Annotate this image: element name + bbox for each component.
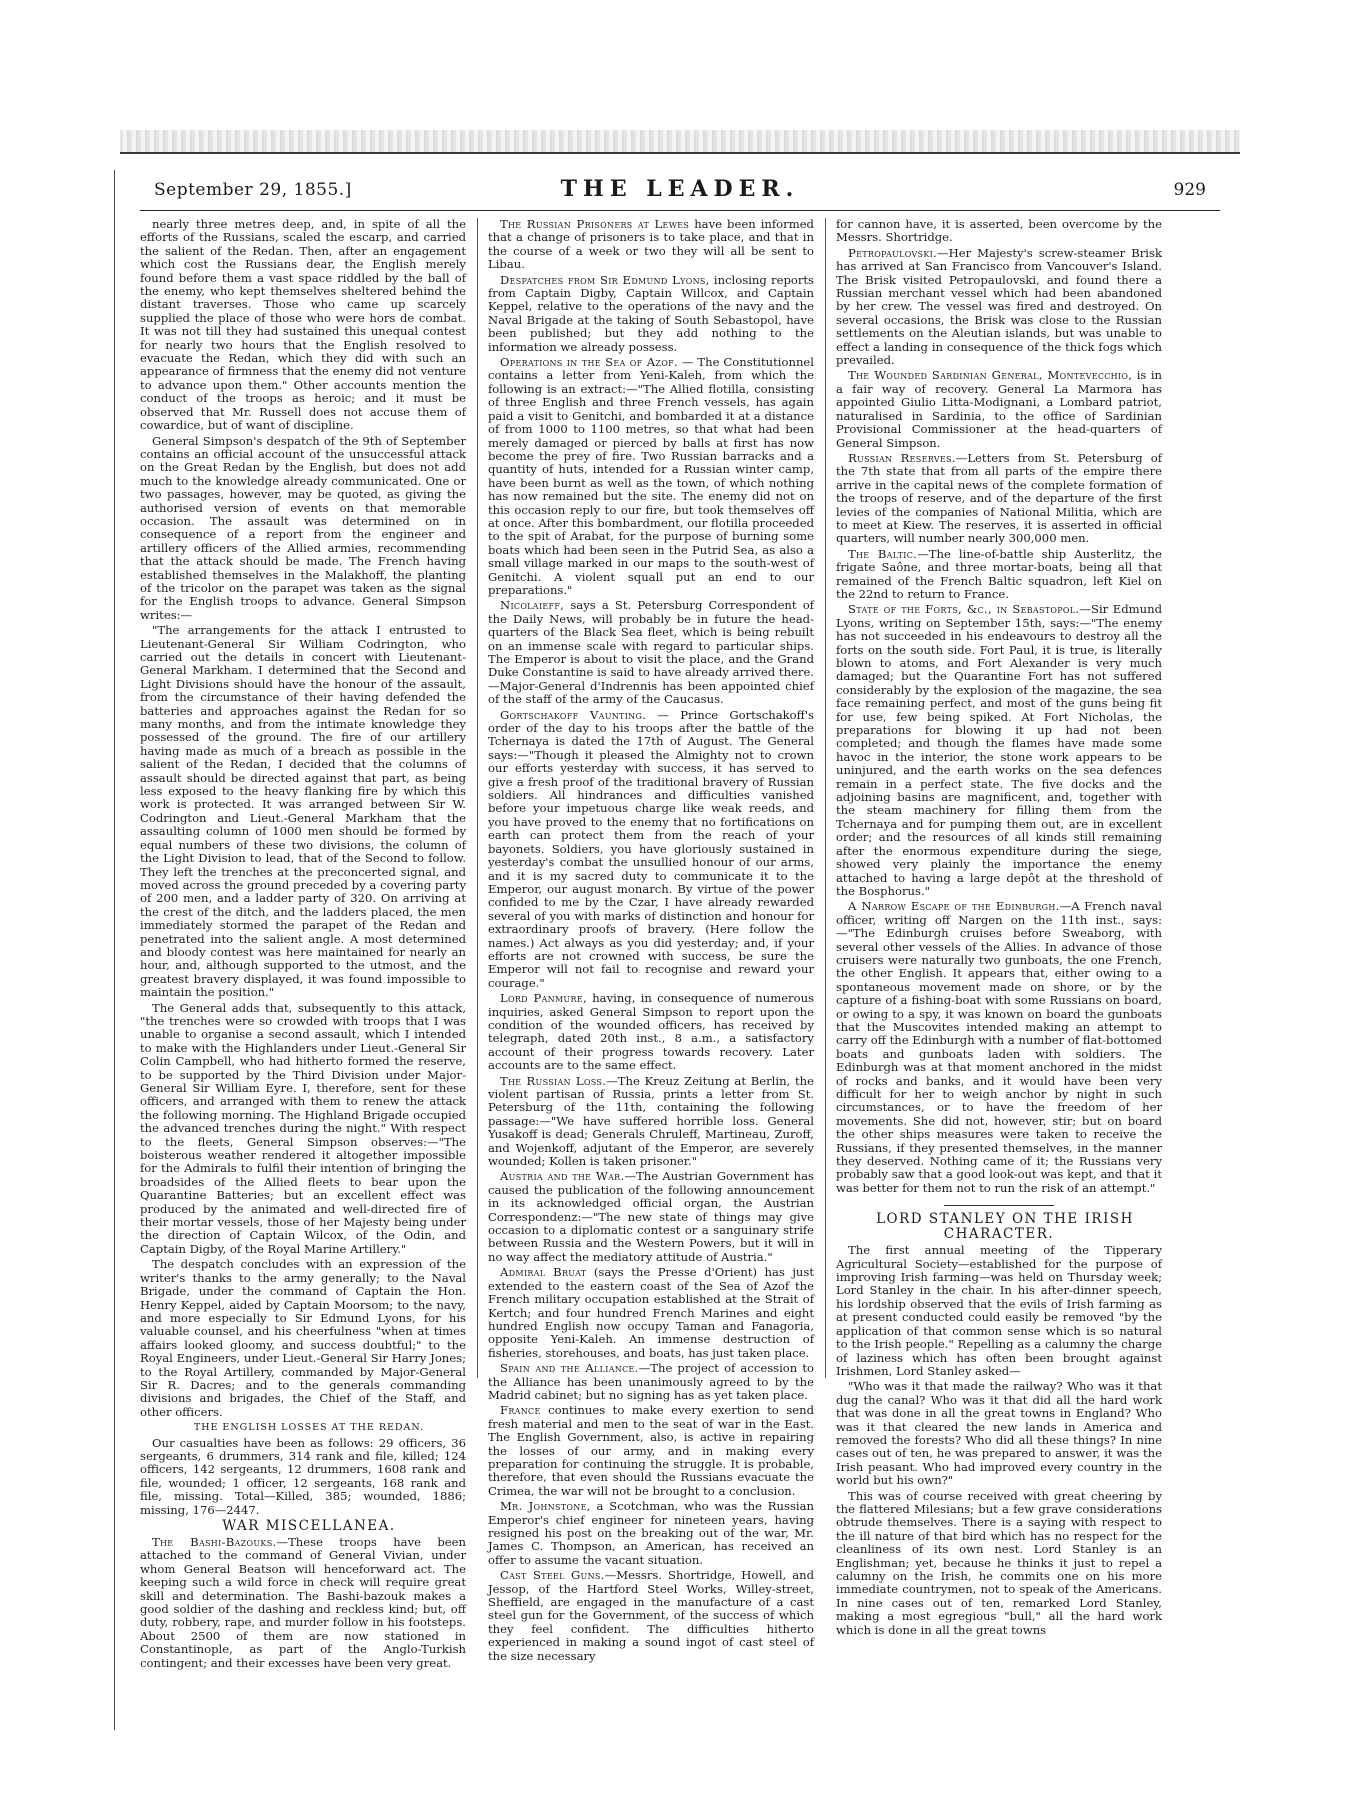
section-title: LORD STANLEY ON THE IRISH CHARACTER. (876, 1211, 1134, 1243)
paragraph (836, 247, 1162, 368)
paragraph-text: — Prince Gortschakoff's order of the day to his troops after the battle of the Tchernaya is dated the 17th of August. The General says:—"Though it pleased the Almighty not to crown our efforts yesterday with success, it has served to give a fresh proof of the traditional bravery of Russian soldiers. All hindrances and difficulties vanished before your impetuous charge like weak reeds, and you have proved to the enemy that no fortifications on earth can protect them from the reach of your bayonets. Soldiers, you have gloriously sustained in yesterday's combat the unsullied honour of our arms, and it is my sacred duty to communicate it to the Emperor, our august monarch. By virtue of the power confided to me by the Czar, I have already rewarded several of you with marks of distinction and honour for extraordinary proofs of bravery. (Here follow the names.) Act always as you did yesterday; and, if your efforts are not crowned with success, be sure the Emperor will not fail to recognise and reward your courage." (488, 707, 814, 990)
paragraph-lead: Austria and the War. (500, 1169, 625, 1184)
paragraph-lead: Gortschakoff Vaunting. (500, 707, 647, 722)
page-left-edge (114, 170, 115, 1730)
quoted-despatch: "The arrangements for the attack I entrusted to Lieutenant-General Sir William Codrington, who carried out the details in concert with Lieutenant-General Markham. I determined that the Second and Light Divisions should have the honour of the assault, from the circumstance of their having defended the batteries and approaches against the Redan for so many months, and from the intimate knowledge they possessed of the ground. The fire of our artillery having made as much of a breach as possible in the salient of the Redan, I decided that the columns of assault should be directed against that part, as being less exposed to the heavy flanking fire by which this work is protected. It was arranged between Sir W. Codrington and Lieut.-General Markham that the assaulting column of 1000 men should be formed by equal numbers of these two divisions, the column of the Light Division to lead, that of the Second to follow. They left the trenches at the preconcerted signal, and moved across the ground preceded by a covering party of 200 men, and a ladder party of 320. On arriving at the crest of the ditch, and the ladders placed, the men immediately stormed the parapet of the Redan and penetrated into the salient angle. A most determined and bloody contest was here maintained for nearly an hour, and, although supported to the utmost, and the greatest bravery displayed, it was found impossible to maintain the position." (140, 623, 466, 1000)
paragraph-lead: Operations in the Sea of Azof. (500, 355, 678, 370)
paragraph (488, 218, 814, 272)
paragraph (488, 274, 814, 354)
header-date: September 29, 1855.] (154, 180, 352, 200)
paragraph-text: —The project of accession to the Alliance has been unanimously agreed to by the Madrid cabinet; but no signing has as yet taken place. (488, 1361, 814, 1402)
paragraph-text: —These troops have been attached to the command of General Vivian, under whom General Beatson will henceforward act. The keeping such a wild force in check will require great skill and determination. The Bashi-bazouk makes a good soldier of the dashing and reckless kind; but, off duty, robbery, rape, and murder follow in his footsteps. About 2500 of them are now stationed in Constantinople, as part of the Anglo-Turkish contingent; and their excesses have been very great. (140, 1535, 466, 1670)
paragraph (836, 369, 1162, 449)
paragraph (836, 452, 1162, 546)
paragraph-lead: Petropaulovski. (848, 245, 938, 260)
section-title: WAR MISCELLANEA. (222, 1518, 396, 1534)
section-divider (944, 1205, 1054, 1206)
paragraph-lead: The Bashi-Bazouks. (152, 1535, 277, 1549)
column-2 (488, 217, 814, 1663)
paragraph (488, 1569, 814, 1663)
paragraph-lead: The Russian Loss. (500, 1073, 607, 1088)
paragraph-text: a Scotchman, who was the Russian Emperor's chief engineer for nineteen years, having resigned his post on the breaking out of the war, Mr. James C. Thompson, an American, has received an offer to assume the vacant situation. (488, 1499, 814, 1567)
paragraph (836, 548, 1162, 602)
paragraph-text: continues to make every exertion to send fresh material and men to the seat of war in the East. The English Government, also, is active in repairing the losses of our army, and in making every preparation for continuing the struggle. It is probable, therefore, that even should the Russians evacuate the Crimea, the war will not be brought to a conclusion. (488, 1403, 814, 1498)
paragraph: This was of course received with great cheering by the flattered Milesians; but a few grave considerations obtrude themselves. There is a saying with respect to the ill nature of that bird which has no respect for the cleanliness of its own nest. Lord Stanley is an Englishman; yet, because he thinks it just to repel a calumny on the Irish, he commits one on his more immediate countrymen, not to speak of the Americans. In nine cases out of ten, remarked Lord Stanley, making a most egregious "bull," all the hard work which is done in all the great towns (836, 1488, 1162, 1637)
paragraph (140, 1536, 466, 1670)
paragraph-lead: France (500, 1403, 541, 1418)
paragraph (488, 1266, 814, 1360)
paragraph: for cannon have, it is asserted, been overcome by the Messrs. Shortridge. (836, 217, 1162, 245)
paragraph-lead: Spain and the Alliance. (500, 1361, 639, 1376)
column-divider-1 (477, 218, 478, 1378)
paragraph-text: inclosing reports from Captain Digby, Captain Willcox, and Captain Keppel, relative to the operations of the navy and the Naval Brigade at the taking of South Sebastopol, have been published; but they add nothing to the information we already possess. (488, 272, 814, 354)
paragraph-lead: State of the Forts, &c., in Sebastopol. (848, 602, 1080, 617)
paragraph: General Simpson's despatch of the 9th of September contains an official account of the unsuccessful attack on the Great Redan by the English, but does not add much to the knowledge already communicated. One or two passages, however, may be quoted, as giving the authorised version of events on that memorable occasion. The assault was determined on in consequence of a report from the engineer and artillery officers of the Allied armies, recommending that the attack should be made. The French having established themselves in the Malakhoff, the planting of the tricolor on the parapet was taken as the signal for the English troops to advance. General Simpson writes:— (140, 433, 466, 622)
column-1 (140, 217, 466, 1670)
paragraph-lead: Russian Reserves. (848, 450, 956, 465)
paragraph (836, 900, 1162, 1195)
paragraph-text: (says the Presse d'Orient) has just extended to the eastern coast of the Sea of Azof the French military occupation established at the Strait of Kertch; and four hundred French Marines and eight hundred English now occupy Taman and Fanagoria, opposite Yeni-Kaleh. An immense destruction of fisheries, storehouses, and boats, has just taken place. (488, 1265, 814, 1360)
paragraph (488, 1362, 814, 1402)
page-header (140, 170, 1220, 211)
column-divider-2 (825, 218, 826, 1378)
page-number: 929 (1173, 180, 1206, 200)
paragraph-lead: Cast Steel Guns. (500, 1568, 605, 1583)
paragraph-text: —Letters from St. Petersburg of the 7th state that from all parts of the empire there arrive in the capital news of the complete formation of the troops of reserve, and of the departure of the first levies of the companies of National Militia, which are to meet at Kiew. The reserves, it is asserted in official quarters, will number nearly 300,000 men. (836, 450, 1163, 546)
paragraph-lead: The Baltic. (848, 546, 918, 561)
scan-top-band (120, 130, 1240, 154)
paragraph (488, 1170, 814, 1264)
paragraph-text: —The Austrian Government has caused the publication of the following announcement in its acknowledged official organ, the Austrian Correspondenz:—"The new state of things may give occasion to a diplomatic contest or a sanguinary strife between Russia and the Western Powers, but it will in no way affect the mediatory attitude of Austria." (488, 1169, 814, 1264)
paragraph-lead: Lord Panmure, (500, 991, 587, 1006)
paragraph: The General adds that, subsequently to this attack, "the trenches were so crowded with troops that I was unable to organise a second assault, which I intended to make with the Highlanders under Lieut.-General Sir Colin Campbell, who had hitherto formed the reserve, to be supported by the Third Division under Major-General Sir William Eyre. I, therefore, sent for these officers, and arranged with them to renew the attack the following morning. The Highland Brigade occupied the advanced trenches during the night." With respect to the fleets, General Simpson observes:—"The boisterous weather rendered it altogether impossible for the Admirals to fulfil their intention of bringing the broadsides of the Allied fleets to bear upon the Quarantine Batteries; but an excellent effect was produced by the animated and well-directed fire of their mortar vessels, those of her Majesty being under the direction of Captain Wilcox, of the Odin, and Captain Digby, of the Royal Marine Artillery." (140, 1000, 466, 1256)
paragraph-text: —Her Majesty's screw-steamer Brisk has arrived at San Francisco from Vancouver's Island. The Brisk visited Petropaulovski, and found there a Russian merchant vessel which had been abandoned by her crew. The vessel was fired and destroyed. On several occasions, the Brisk was close to the Russian settlements on the Aleutian islands, but was unable to effect a landing in consequence of the thick fogs which prevailed. (836, 245, 1162, 368)
paragraph (488, 1404, 814, 1498)
paragraph-text: having, in consequence of numerous inquiries, asked General Simpson to report upon the condition of the wounded officers, has received by telegraph, dated 20th inst., 8 a.m., a satisfactory account of their progress towards recovery. Later accounts are to the same effect. (488, 991, 814, 1073)
paragraph-text: says a St. Petersburg Correspondent of the Daily News, will probably be in future the head-quarters of the Black Sea fleet, which is being rebuilt on an immense scale with regard to particular ships. The Emperor is about to visit the place, and the Grand Duke Constantine is said to have already arrived there. —Major-General d'Indrennis has been appointed chief of the staff of the army of the Caucasus. (488, 598, 814, 707)
paragraph-lead: Admiral Bruat (500, 1265, 587, 1280)
paragraph-lead: Nicolaieff, (500, 598, 565, 613)
paragraph-text: —Sir Edmund Lyons, writing on September 15th, says:—"The enemy has not succeeded in his endeavours to destroy all the forts on the south side. Fort Paul, it is true, is literally blown to atoms, and Fort Alexander is very much damaged; but the Quarantine Fort has not suffered considerably by the explosion of the magazine, the sea face remaining perfect, and most of the guns being fit for use, few being spiked. At Fort Nicholas, the preparations for blowing it up had not been completed; and though the flames have made some havoc in the interior, the stone work appears to be uninjured, and the earth works on the sea defences remain in a perfect state. The five docks and the adjoining basins are magnificent, and, together with the steam machinery for filling them from the Tchernaya and for pumping them out, are in excellent order; and the resources of all kinds still remaining after the enormous expenditure during the siege, showed very plainly the importance the enemy attached to having a large depôt at the threshold of the Bosphorus." (836, 602, 1162, 898)
paragraph (488, 1500, 814, 1567)
paragraph (488, 1075, 814, 1169)
paragraph-text: is in a fair way of recovery. General La Marmora has appointed Giulio Litta-Modignani, a Lombard patriot, naturalised in Sardinia, to the office of Sardinian Provisional Commissioner at the head-quarters of General Simpson. (836, 368, 1162, 450)
paragraph (488, 599, 814, 706)
newspaper-page (120, 170, 1240, 1770)
paragraph-lead: The Russian Prisoners at Lewes (500, 217, 690, 231)
paragraph: Our casualties have been as follows: 29 officers, 36 sergeants, 6 drummers, 314 rank and file, killed; 124 officers, 142 sergeants, 12 drummers, 1608 rank and file, wounded; 1 officer, 12 sergeants, 168 rank and file, missing. Total—Killed, 385; wounded, 1886; missing, 176—2447. (140, 1435, 466, 1517)
paragraph (488, 709, 814, 991)
paragraph-text: —The Kreuz Zeitung at Berlin, the violent partisan of Russia, prints a letter from St. Petersburg of the 11th, containing the following passage:—"We have suffered horrible loss. General Yusakoff is dead; Generals Chruleff, Martineau, Zuroff, and Wojenkoff, adjutant of the Emperor, are severely wounded; Kollen is taken prisoner." (488, 1073, 814, 1169)
paragraph (488, 992, 814, 1072)
paragraph-text: —A French naval officer, writing off Nargen on the 11th inst., says: —"The Edinburgh cruises before Sweaborg, with several other vessels of the Allies. In advance of those cruisers were naturally two gunboats, the one French, the other English. It appears that, either owing to a spontaneous movement made on shore, or by the capture of a fishing-boat with some Russians on board, or owing to a spy, it was known on board the gunboats that the Muscovites intended making an attempt to carry off the Edinburgh with a number of flat-bottomed boats and gunboats laden with soldiers. The Edinburgh was at that moment anchored in the midst of rocks and banks, and it would have been very difficult for her to weigh anchor by night in such circumstances, or to have the freedom of her movements. She did not, however, stir; but on board the other ships measures were taken to receive the Russians, if they presented themselves, in the manner they deserved. Nothing came of it; the Russians very probably saw that a good look-out was kept, and that it was better for them not to run the risk of an attempt." (836, 899, 1163, 1195)
paragraph (488, 356, 814, 597)
column-3 (836, 217, 1163, 1637)
paragraph: The first annual meeting of the Tipperary Agricultural Society—established for the purpose of improving Irish farming—was held on Thursday week; Lord Stanley in the chair. In his after-dinner speech, his lordship observed that the evils of Irish farming as at present conducted could easily be removed "by the application of that common sense which is so natural to the Irish people." Repelling as a calumny the charge of laziness which has often been brought against Irishmen, Lord Stanley asked— (836, 1243, 1162, 1378)
paragraph-text: —Messrs. Shortridge, Howell, and Jessop, of the Hartford Steel Works, Willey-street, Sheffield, are engaged in the manufacture of a cast steel gun for the Government, of the success of which they feel confident. The difficulties hitherto experienced in making a sound ingot of cast steel of the size necessary (488, 1568, 814, 1663)
paragraph (836, 603, 1162, 898)
paragraph-lead: The Wounded Sardinian General, Montevecchio, (848, 368, 1133, 383)
paragraph-text: —The line-of-battle ship Austerlitz, the frigate Saône, and three mortar-boats, being all that remained of the French Baltic squadron, left Kiel on the 22nd to return to France. (836, 546, 1163, 601)
quoted-speech: "Who was it that made the railway? Who was it that dug the canal? Who was it that did all the hard work that was done in all the great towns in England? Who was it that cleared the new lands in America and removed the forests? Who did all these things? In nine cases out of ten, he was prepared to answer, it was the Irish peasant. Who had improved every country in the world but his own?" (836, 1379, 1162, 1488)
paragraph: nearly three metres deep, and, in spite of all the efforts of the Russians, scaled the escarp, and carried the salient of the Redan. Then, after an engagement which cost the Russians dear, the English merely found before them a vast space riddled by the ball of the enemy, who kept themselves sheltered behind the distant traverses. Those who came up scarcely supplied the place of those who were hors de combat. It was not till they had sustained this unequal contest for nearly two hours that the English resolved to evacuate the Redan, which they did with such an appearance of firmness that the enemy did not venture to advance upon them." Other accounts mention the conduct of the troops as heroic; and it must be observed that Mr. Russell does not accuse them of cowardice, but of want of discipline. (140, 217, 466, 433)
losses-subheading: THE ENGLISH LOSSES AT THE REDAN. (193, 1422, 425, 1434)
paragraph-lead: A Narrow Escape of the Edinburgh. (848, 899, 1060, 914)
paragraph-lead: Mr. Johnstone, (500, 1499, 591, 1514)
paragraph-text: — The Constitutionnel contains a letter from Yeni-Kaleh, from which the following is an extract:—"The Allied flotilla, consisting of three English and three French vessels, has again paid a visit to Genitchi, and bombarded it at a distance of from 1000 to 1100 metres, so that what had been merely damaged or pierced by balls at first has now become the prey of fire. Two Russian barracks and a quantity of huts, intended for a Russian winter camp, have been burnt as well as the town, of which nothing has now remained but the site. The enemy did not on this occasion reply to our fire, but took themselves off at once. After this bombardment, our flotilla proceeded to the spit of Arabat, for the purpose of burning some boats which had been seen in the Putrid Sea, as also a small village marked in our maps to the south-west of Genitchi. A violent squall put an end to our preparations." (488, 355, 814, 597)
paragraph: The despatch concludes with an expression of the writer's thanks to the army generally; to the Naval Brigade, under the command of Captain the Hon. Henry Keppel, aided by Captain Moorsom; to the navy, and more especially to Sir Edmund Lyons, for his valuable counsel, and his cheerfulness "when at times affairs looked gloomy, and success doubtful;" to the Royal Engineers, under Lieut.-General Sir Harry Jones; to the Royal Artillery, commanded by Major-General Sir R. Dacres; and to the generals commanding divisions and brigades, the Chief of the Staff, and other officers. (140, 1257, 466, 1419)
paragraph-text: have been informed that a change of prisoners is to take place, and that in the course of a week or two they will all be sent to Libau. (488, 217, 814, 272)
masthead-title: THE LEADER. (560, 176, 800, 202)
paragraph-lead: Despatches from Sir Edmund Lyons, (500, 272, 710, 287)
